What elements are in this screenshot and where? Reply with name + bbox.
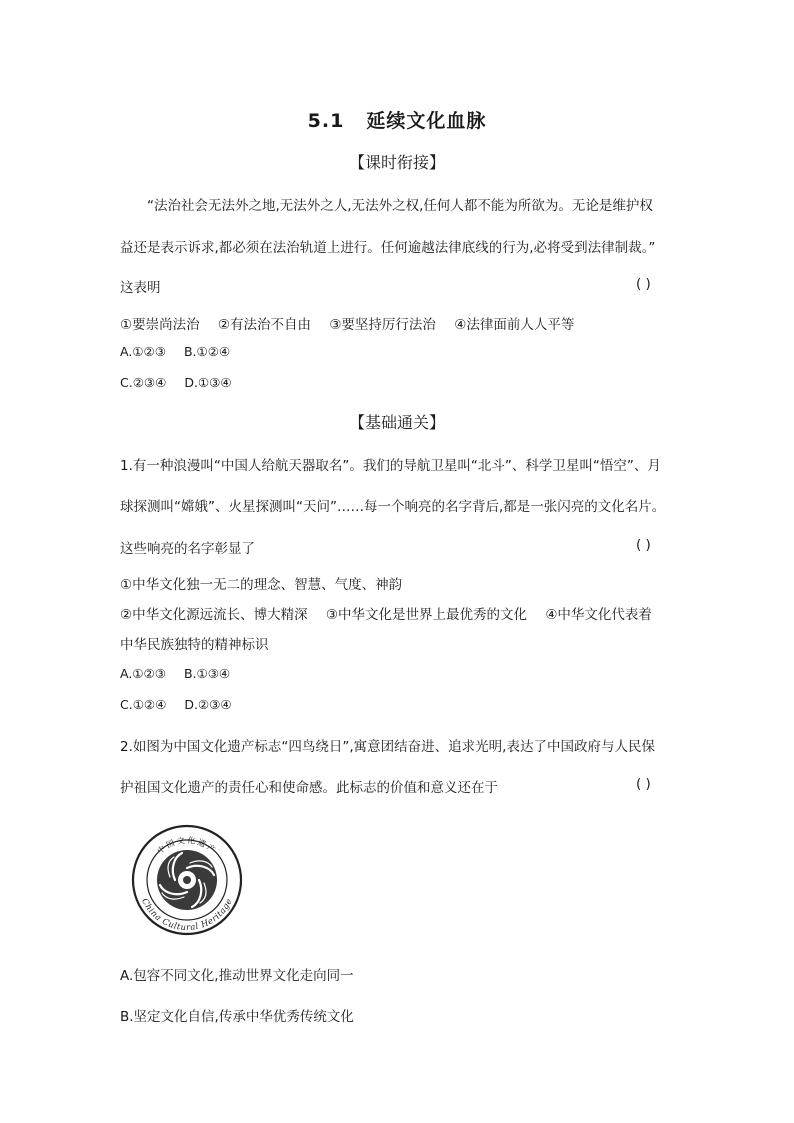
intro-line-1: “法治社会无法外之地,无法外之人,无法外之权,任何人都不能为所欲为。无论是维护权 [147, 198, 653, 214]
q1-statement-4-cont: 中华民族独特的精神标识 [120, 637, 269, 653]
answer-blank: ( ) [636, 537, 651, 553]
q1-options-row-1 [120, 666, 230, 681]
q1-statements-2-4 [120, 603, 652, 623]
title-text: 延续文化血脉 [366, 110, 487, 132]
statement: ②有法治不自由 [217, 317, 312, 333]
option-b: B.①②④ [183, 344, 231, 359]
section-heading-lesson-link: 【课时衔接】 [348, 153, 445, 172]
intro-options-row-1 [120, 344, 230, 359]
logo-bottom-text: China Cultural Heritage [139, 896, 234, 933]
statement: ①要崇尚法治 [120, 317, 200, 333]
q1-options-row-2 [120, 697, 232, 712]
q1-line-1: 1.有一种浪漫叫“中国人给航天器取名”。我们的导航卫星叫“北斗”、科学卫星叫“悟空”、月 [120, 458, 661, 474]
option-c: C.①②④ [120, 697, 167, 712]
q1-line-2: 球探测叫“嫦娥”、火星探测叫“天问”……每一个响亮的名字背后,都是一张闪亮的文化名片。 [120, 499, 666, 515]
four-birds-sun-emblem [157, 850, 217, 910]
option-d: D.②③④ [184, 697, 232, 712]
china-cultural-heritage-logo [128, 823, 246, 937]
option-c: C.②③④ [120, 375, 167, 390]
intro-line-3: 这表明 [120, 280, 161, 296]
intro-options-row-2 [120, 375, 232, 390]
q1-line-3: 这些响亮的名字彰显了 [120, 541, 255, 557]
option-d: D.①③④ [184, 375, 232, 390]
statement: ④中华文化代表着 [545, 607, 652, 623]
title-number: 5.1 [307, 110, 345, 132]
logo-top-text: 中国文化遗产 [155, 835, 219, 856]
option-a: A.①②③ [120, 666, 166, 681]
q2-line-1: 2.如图为中国文化遗产标志“四鸟绕日”,寓意团结奋进、追求光明,表达了中国政府与人民保 [120, 739, 655, 755]
intro-line-2: 益还是表示诉求,都必须在法治轨道上进行。任何逾越法律底线的行为,必将受到法律制裁。” [120, 240, 656, 256]
page-title [0, 106, 794, 133]
statement: ②中华文化源远流长、博大精深 [120, 607, 308, 623]
section-heading-basics: 【基础通关】 [348, 413, 445, 432]
statement: ④法律面前人人平等 [454, 317, 575, 333]
statement: ③要坚持厉行法治 [329, 317, 436, 333]
q2-option-a: A.包容不同文化,推动世界文化走向同一 [120, 968, 354, 984]
option-a: A.①②③ [120, 344, 166, 359]
option-b: B.①③④ [183, 666, 231, 681]
q2-line-2: 护祖国文化遗产的责任心和使命感。此标志的价值和意义还在于 [120, 780, 498, 796]
intro-statements [120, 313, 574, 333]
answer-blank: ( ) [636, 276, 651, 292]
q2-option-b: B.坚定文化自信,传承中华优秀传统文化 [120, 1009, 354, 1025]
q1-statement-1: ①中华文化独一无二的理念、智慧、气度、神韵 [120, 577, 403, 593]
statement: ③中华文化是世界上最优秀的文化 [325, 607, 528, 623]
answer-blank: ( ) [636, 776, 651, 792]
